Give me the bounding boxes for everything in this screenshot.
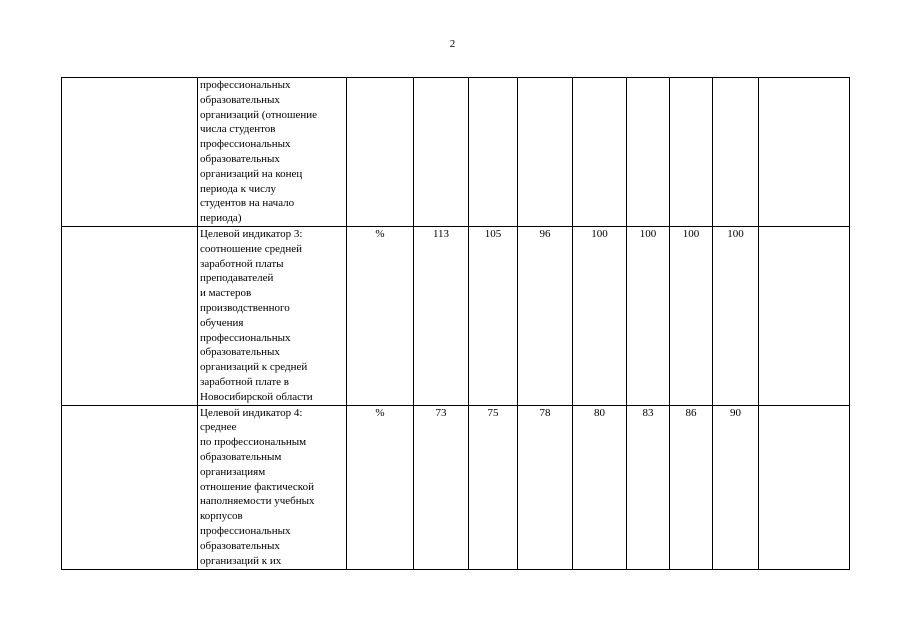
unit-cell: % — [347, 227, 414, 406]
value-cell: 100 — [713, 227, 759, 406]
table-row — [62, 78, 850, 227]
value-cell — [469, 78, 518, 227]
value-cell — [670, 78, 713, 227]
value-cell — [573, 78, 627, 227]
notes-cell — [759, 405, 850, 569]
unit-cell: % — [347, 405, 414, 569]
notes-cell — [759, 227, 850, 406]
unit-cell — [347, 78, 414, 227]
program-cell — [62, 405, 198, 569]
value-cell: 96 — [518, 227, 573, 406]
program-cell — [62, 227, 198, 406]
value-cell: 105 — [469, 227, 518, 406]
table-row — [62, 405, 850, 569]
program-cell — [62, 78, 198, 227]
value-cell: 113 — [414, 227, 469, 406]
indicators-table — [61, 77, 850, 570]
value-cell — [627, 78, 670, 227]
indicator-description: Целевой индикатор 3: соотношение средней заработной платы преподавателей и мастеров производственного обучения профессиональных образовательных организаций к средней заработной плате в Новосибирской области — [200, 228, 313, 403]
value-cell: 83 — [627, 405, 670, 569]
table-row — [62, 227, 850, 406]
page-number: 2 — [449, 38, 456, 50]
value-cell — [414, 78, 469, 227]
notes-cell — [759, 78, 850, 227]
value-cell: 100 — [573, 227, 627, 406]
indicator-description: Целевой индикатор 4: среднее по профессиональным образовательным организациям отношение фактической наполняемости учебных корпусов профессиональных образовательных организаций к их — [200, 406, 315, 567]
value-cell: 78 — [518, 405, 573, 569]
indicator-description-cell — [198, 405, 347, 569]
value-cell — [518, 78, 573, 227]
value-cell: 75 — [469, 405, 518, 569]
indicator-description-cell — [198, 227, 347, 406]
value-cell: 80 — [573, 405, 627, 569]
value-cell: 86 — [670, 405, 713, 569]
value-cell: 100 — [627, 227, 670, 406]
indicator-description-cell — [198, 78, 347, 227]
value-cell: 73 — [414, 405, 469, 569]
value-cell: 90 — [713, 405, 759, 569]
value-cell: 100 — [670, 227, 713, 406]
indicator-description: профессиональных образовательных организаций (отношение числа студентов профессиональных образовательных организаций на конец периода к числу студентов на начало периода) — [200, 79, 318, 225]
value-cell — [713, 78, 759, 227]
